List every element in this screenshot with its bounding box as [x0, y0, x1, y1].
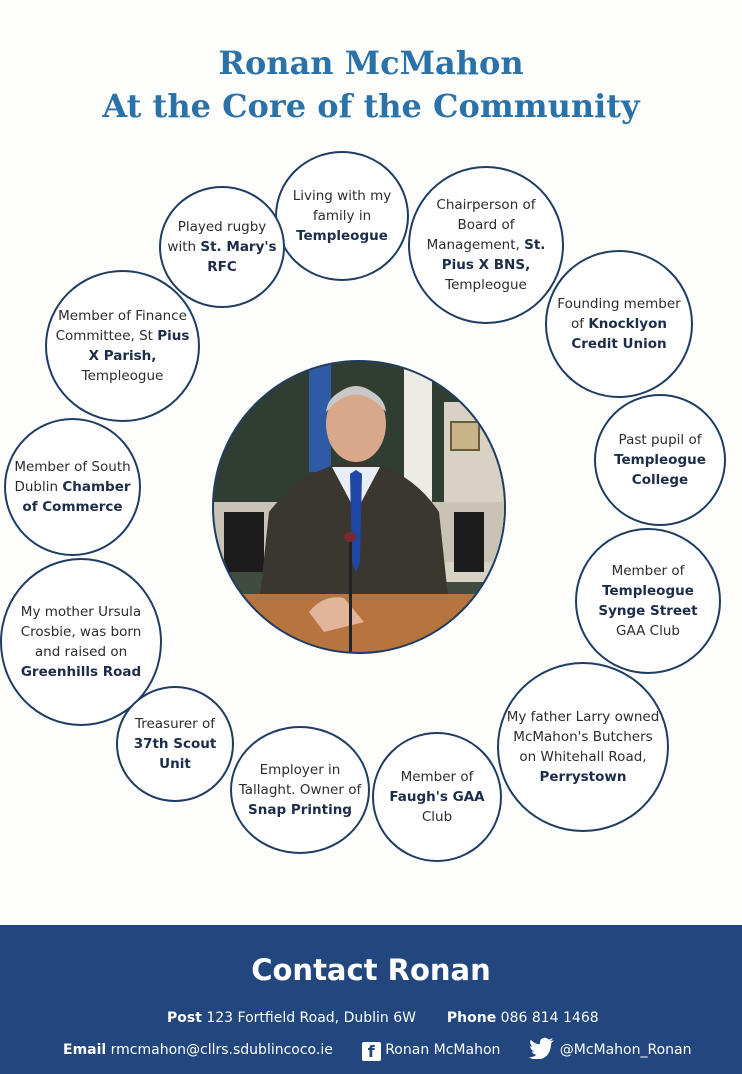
- tagline: At the Core of the Community: [102, 87, 640, 125]
- bubble-finance-committee: Member of Finance Committee, St Pius X Parish, Templeogue: [45, 270, 200, 422]
- post-address: 123 Fortfield Road, Dublin 6W: [206, 1010, 416, 1026]
- bubble-knocklyon-credit-union: Founding member of Knocklyon Credit Union: [545, 250, 693, 398]
- email-address[interactable]: rmcmahon@cllrs.sdublincoco.ie: [110, 1042, 333, 1058]
- bubble-snap-printing: Employer in Tallaght. Owner of Snap Printing: [230, 726, 370, 854]
- contact-footer: [0, 925, 742, 1074]
- facebook-icon[interactable]: f: [362, 1042, 381, 1061]
- twitter-handle[interactable]: @McMahon_Ronan: [559, 1042, 692, 1058]
- bubble-templeogue-college: Past pupil of Templeogue College: [594, 394, 726, 526]
- bubble-mcmahons-butchers: My father Larry owned McMahon's Butchers on Whitehall Road, Perrystown: [497, 662, 669, 832]
- address-phone-row: [167, 1010, 599, 1026]
- bubble-chairperson: Chairperson of Board of Management, St. Pius X BNS, Templeogue: [408, 166, 564, 324]
- candidate-name: Ronan McMahon: [218, 44, 524, 82]
- bubble-faughs-gaa: Member of Faugh's GAA Club: [372, 732, 502, 862]
- phone-label: Phone: [446, 1010, 497, 1026]
- bubble-chamber-of-commerce: Member of South Dublin Chamber of Commerce: [4, 418, 141, 556]
- facebook-name[interactable]: Ronan McMahon: [385, 1042, 501, 1058]
- candidate-photo: [212, 360, 506, 654]
- post-label: Post: [167, 1010, 202, 1026]
- bubble-templeogue-synge-street: Member of Templeogue Synge Street GAA Club: [575, 528, 721, 674]
- twitter-icon[interactable]: [529, 1037, 555, 1063]
- bubble-scout-unit: Treasurer of 37th Scout Unit: [116, 686, 234, 802]
- bubble-greenhills-road: My mother Ursula Crosbie, was born and raised on Greenhills Road: [0, 558, 162, 726]
- bubble-st-marys-rfc: Played rugby with St. Mary's RFC: [159, 186, 285, 308]
- phone-number[interactable]: 086 814 1468: [500, 1010, 599, 1026]
- bubble-templeogue-family: Living with my family in Templeogue: [275, 151, 409, 281]
- social-row: [63, 1037, 692, 1063]
- contact-title: Contact Ronan: [251, 953, 491, 987]
- email-label: Email: [63, 1042, 107, 1058]
